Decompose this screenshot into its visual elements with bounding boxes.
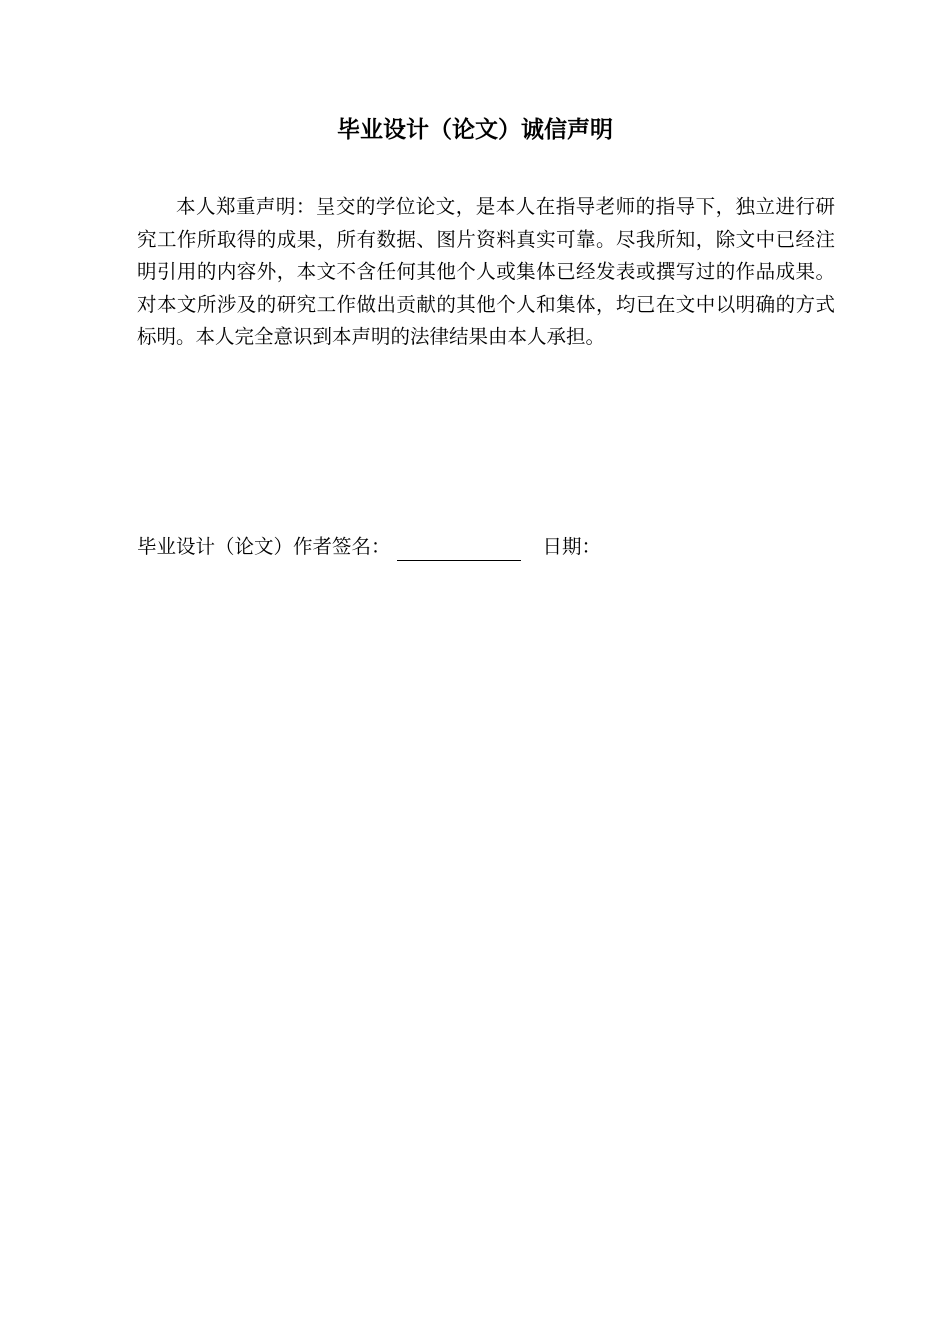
declaration-paragraph: 本人郑重声明：呈交的学位论文，是本人在指导老师的指导下，独立进行研究工作所取得的成果，所有数据、图片资料真实可靠。尽我所知，除文中已经注明引用的内容外，本文不含任何其他个人或集体已经发表或撰写过的作品成果。对本文所涉及的研究工作做出贡献的其他个人和集体，均已在文中以明确的方式标明。本人完全意识到本声明的法律结果由本人承担。: [137, 195, 835, 349]
document-title: 毕业设计（论文）诚信声明: [337, 117, 613, 143]
author-signature-label: 毕业设计（论文）作者签名：: [137, 535, 391, 558]
date-label: 日期：: [542, 535, 602, 558]
signature-row: [137, 531, 601, 563]
author-signature-line[interactable]: [397, 536, 521, 561]
